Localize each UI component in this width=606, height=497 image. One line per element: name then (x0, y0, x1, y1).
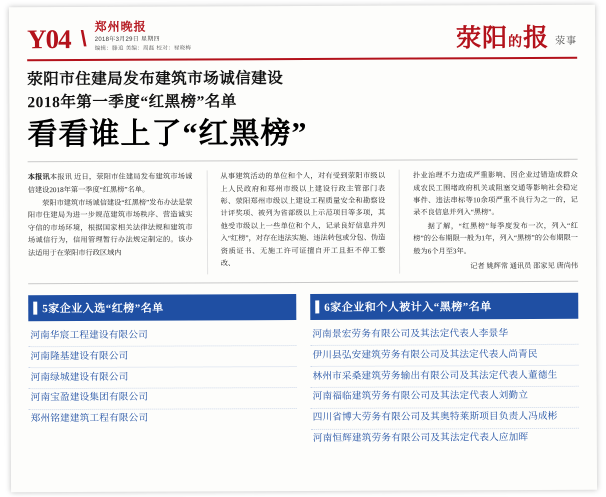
section-name: 荥事 (555, 36, 578, 48)
article-paragraph-text: 本报讯 近日，荥阳市住建局发布建筑市场诚信建设2018年第一季度“红黑榜”名单。 (27, 172, 193, 194)
shoulder-line-2: 2018年第一季度“红黑榜”名单 (27, 93, 237, 112)
list-item: 河南恒辉建筑劳务有限公司及其法定代表人应加晖 (312, 432, 529, 445)
masthead-left (27, 20, 191, 53)
lists-section (28, 282, 579, 451)
article-column-1 (28, 171, 193, 276)
list-item: 郑州铭建建筑工程有限公司 (30, 412, 149, 425)
shoulder-line-1: 荥阳市住建局发布建筑市场诚信建设 (27, 70, 284, 89)
article-column-3 (399, 169, 578, 274)
article-paragraph: 扑业治理不力造成严重影响、因企业过错造成群众成农民工围堵政府机关或阻塞交通等影响社会稳定事件、违法串标等10余项严重不良行为之一的，记录不良信息并列入“黑榜”。 (413, 171, 578, 217)
article-paragraph (28, 171, 193, 196)
issue-date: 2018年3月29日 星期四 (94, 36, 160, 43)
red-list-column (28, 294, 297, 450)
article-body (28, 160, 579, 284)
paper-title-tail: 报 (523, 25, 550, 53)
red-list-body (28, 325, 296, 429)
list-item: 河南绿城建设有限公司 (29, 367, 297, 389)
paper-name-small: 郑州晚报 (94, 19, 147, 34)
dateline-label: 本报讯 (27, 173, 50, 182)
main-headline: 看看谁上了“红黑榜” (27, 117, 308, 152)
paper-title-small: 的 (508, 35, 524, 51)
list-item: 河南隆基建设有限公司 (28, 346, 296, 368)
masthead (27, 19, 577, 62)
masthead-right (456, 26, 577, 52)
article-paragraph: 据了解，“红黑榜”每季度发布一次，列入“红榜”的公布期限一般为1年，列入“黑榜”的公布期限一般为6个月至3年。 (413, 221, 578, 256)
masthead-meta (95, 19, 192, 52)
article-paragraph: 从事建筑活动的单位和个人，对有受到荥阳市级以上人民政府和郑州市级以上建设行政主管部门表彰、荥阳郑州市级以上建设工程质量安全和勘察设计评奖项、被列为省部级以上示范项目等多项，其他受市级以上一些单位和个人，记录良好信息并列入“红榜”，对存在违法实施、违法转包或分包、伪造资质证书、无施工许可证擅自开工且拒不停工整改、 (220, 171, 386, 268)
list-item: 四川省博大劳务有限公司及其奥特莱斯项目负责人冯成彬 (311, 408, 579, 430)
list-item: 伊川县弘安建筑劳务有限公司及其法定代表人尚青民 (310, 345, 578, 367)
list-item: 林州市采桑建筑劳务输出有限公司及其法定代表人董德生 (311, 366, 579, 388)
black-list-heading: 6家企业和个人被计入“黑榜”名单 (310, 293, 578, 320)
list-item: 河南景宏劳务有限公司及其法定代表人李景华 (310, 324, 578, 346)
slash-decoration: \ (80, 26, 87, 52)
list-item: 河南宝盈建设集团有限公司 (29, 388, 297, 410)
black-list-column (310, 293, 579, 449)
headline-block (27, 59, 577, 162)
editor-credits: 编辑：滕追 美编：周磊 校对：禄晓梅 (94, 44, 192, 52)
article-byline: 记者 姚辉常 通讯员 邵家见 唐尚伟 (470, 261, 579, 271)
article-paragraph: 荥阳市建筑市场诚信建设“红黑榜”发布办法是荥阳市住建局为进一步规范建筑市场秩序、营造诚实守信的市场环境，根据国家相关法律法规和建筑市场诚信行为，信用管理暂行办法规定制定的。该办法适用于在荥阳市行政区域内 (27, 198, 193, 257)
page-inner (9, 5, 597, 493)
black-list-body (310, 324, 579, 449)
article-column-2 (206, 170, 385, 275)
shoulder-headline (27, 67, 577, 114)
list-item: 河南福临建筑劳务有限公司及其法定代表人刘勤立 (311, 387, 579, 409)
list-item: 河南华宸工程建设有限公司 (28, 325, 296, 347)
red-list-heading: 5家企业入选“红榜”名单 (28, 294, 296, 321)
paper-title (456, 26, 549, 51)
page-number: Y04 (27, 24, 71, 55)
paper-title-main: 荥阳 (455, 25, 509, 53)
page-sheet (9, 5, 597, 493)
